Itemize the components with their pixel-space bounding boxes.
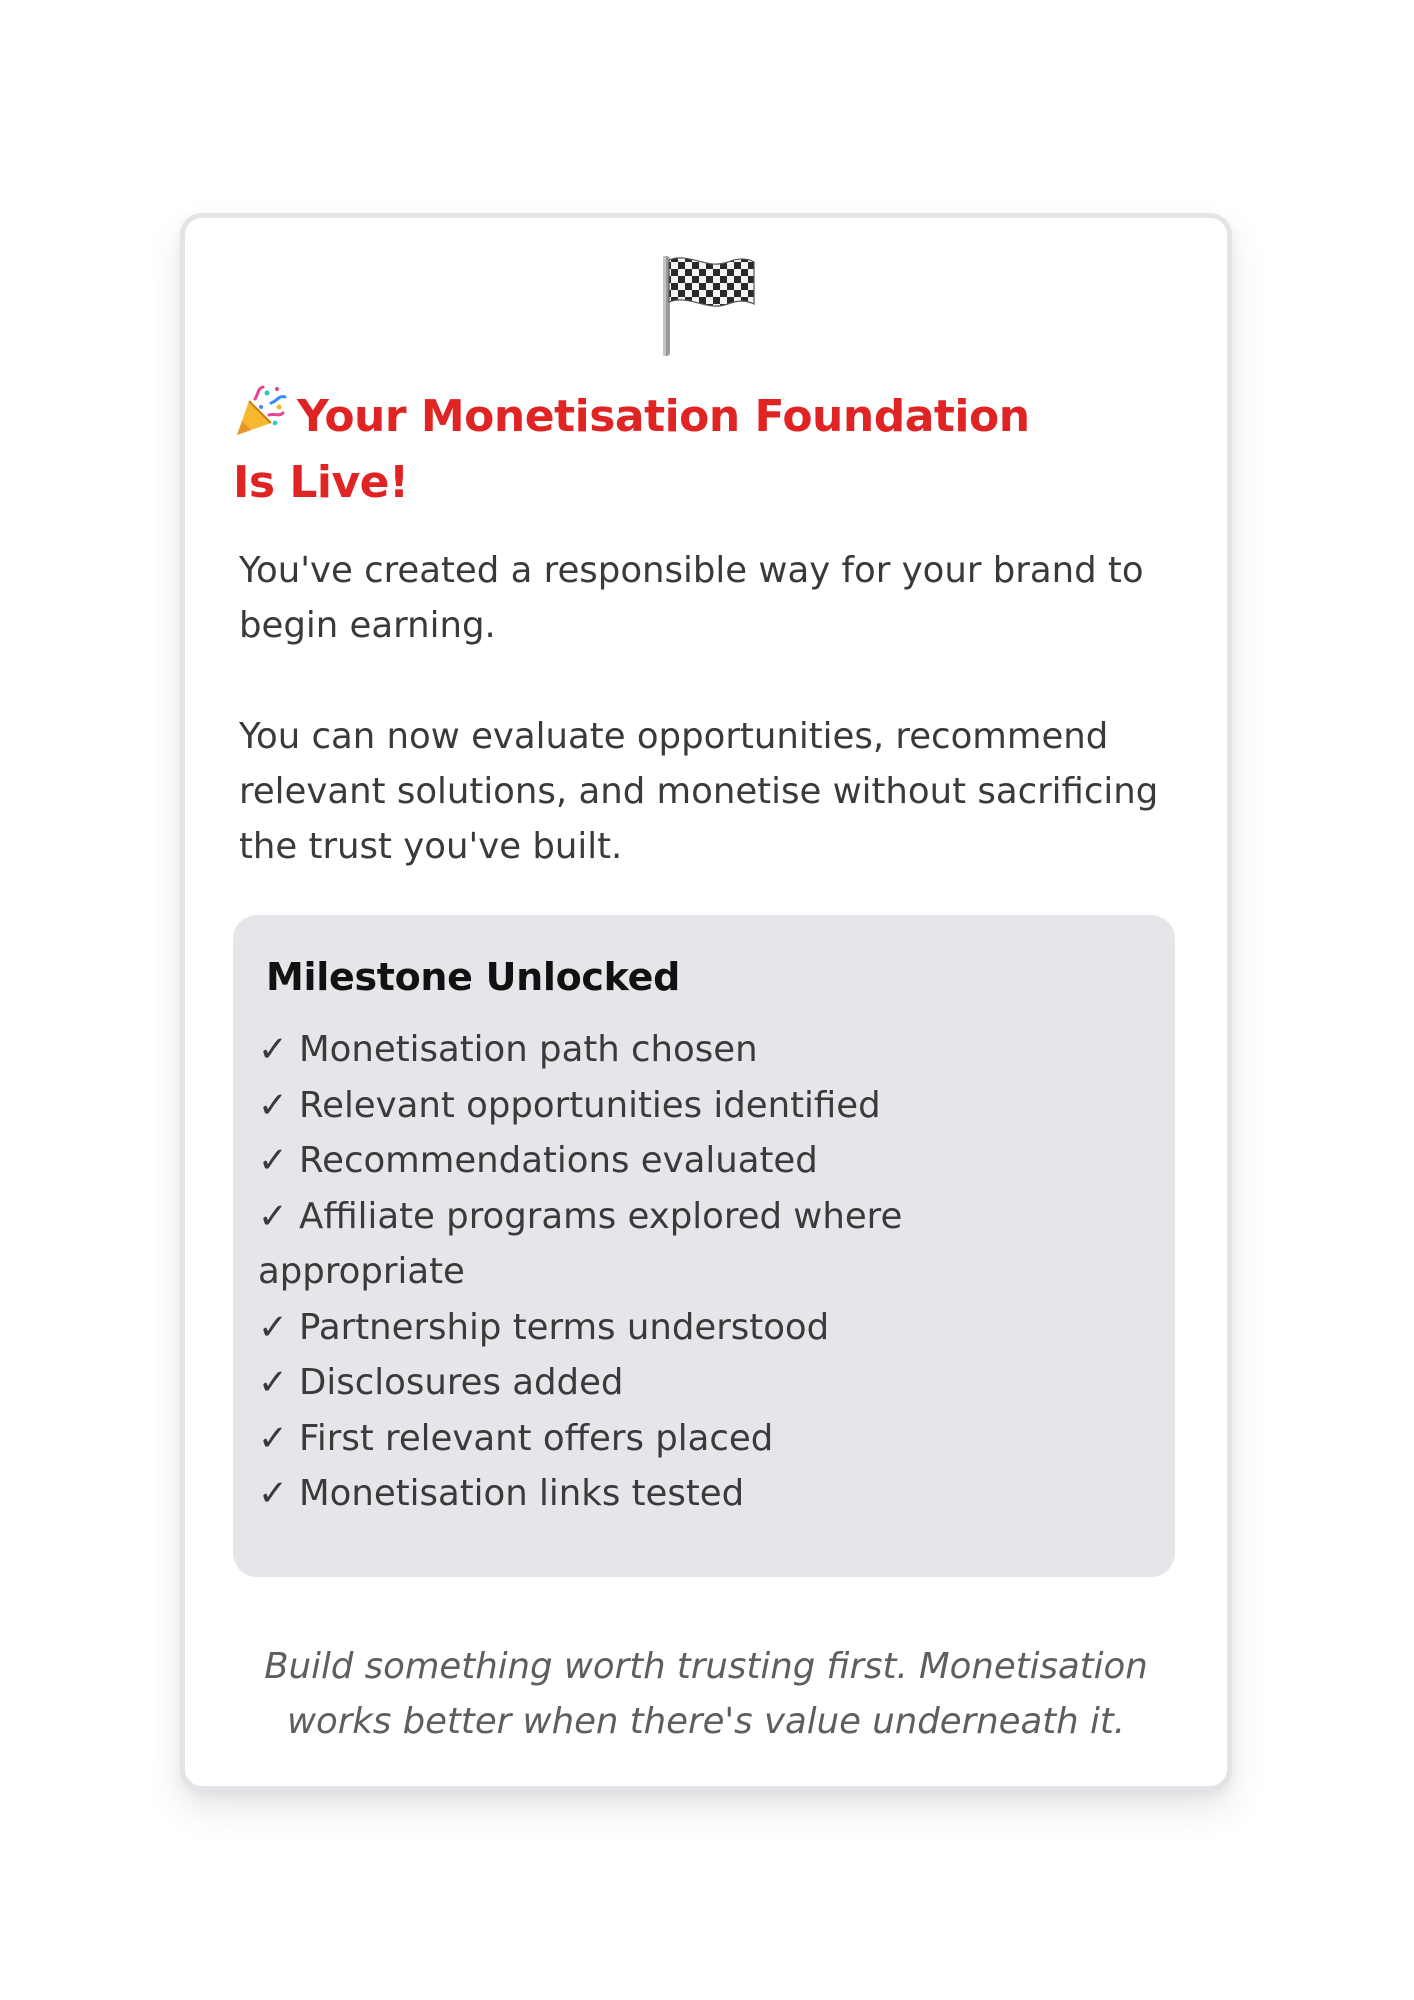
checklist-item: ✓ Partnership terms understood <box>258 1306 830 1348</box>
title-line-1: Your Monetisation Foundation <box>297 391 1030 442</box>
checklist-item: ✓ Monetisation links tested <box>258 1473 745 1514</box>
checklist-item: ✓ Disclosures added <box>258 1362 624 1403</box>
milestone-checklist <box>258 1022 1018 1522</box>
footer-quote: Build something worth trusting first. Monetisation works better when there's value underneath it. <box>264 1646 1148 1742</box>
checklist-item: ✓ Recommendations evaluated <box>258 1140 818 1181</box>
detail-paragraph: You can now evaluate opportunities, recommend relevant solutions, and monetise without sacrificing the trust you've built. <box>239 716 1159 867</box>
checklist-item: ✓ First relevant offers placed <box>258 1417 774 1459</box>
milestone-panel <box>233 915 1175 1577</box>
flag-icon-wrap <box>185 248 1227 360</box>
milestone-card <box>180 213 1232 1791</box>
checklist-item: ✓ Affiliate programs explored where appropriate <box>258 1195 903 1292</box>
checklist-item: ✓ Relevant opportunities identified <box>258 1084 881 1126</box>
checklist-item: ✓ Monetisation path chosen <box>258 1029 758 1070</box>
milestone-title: Milestone Unlocked <box>266 955 680 999</box>
title-line-2: Is Live! <box>233 457 409 508</box>
chequered-flag-icon <box>650 248 762 360</box>
page-title <box>233 384 1133 516</box>
party-popper-icon <box>233 385 287 439</box>
intro-paragraph: You've created a responsible way for your brand to begin earning. <box>239 550 1144 646</box>
